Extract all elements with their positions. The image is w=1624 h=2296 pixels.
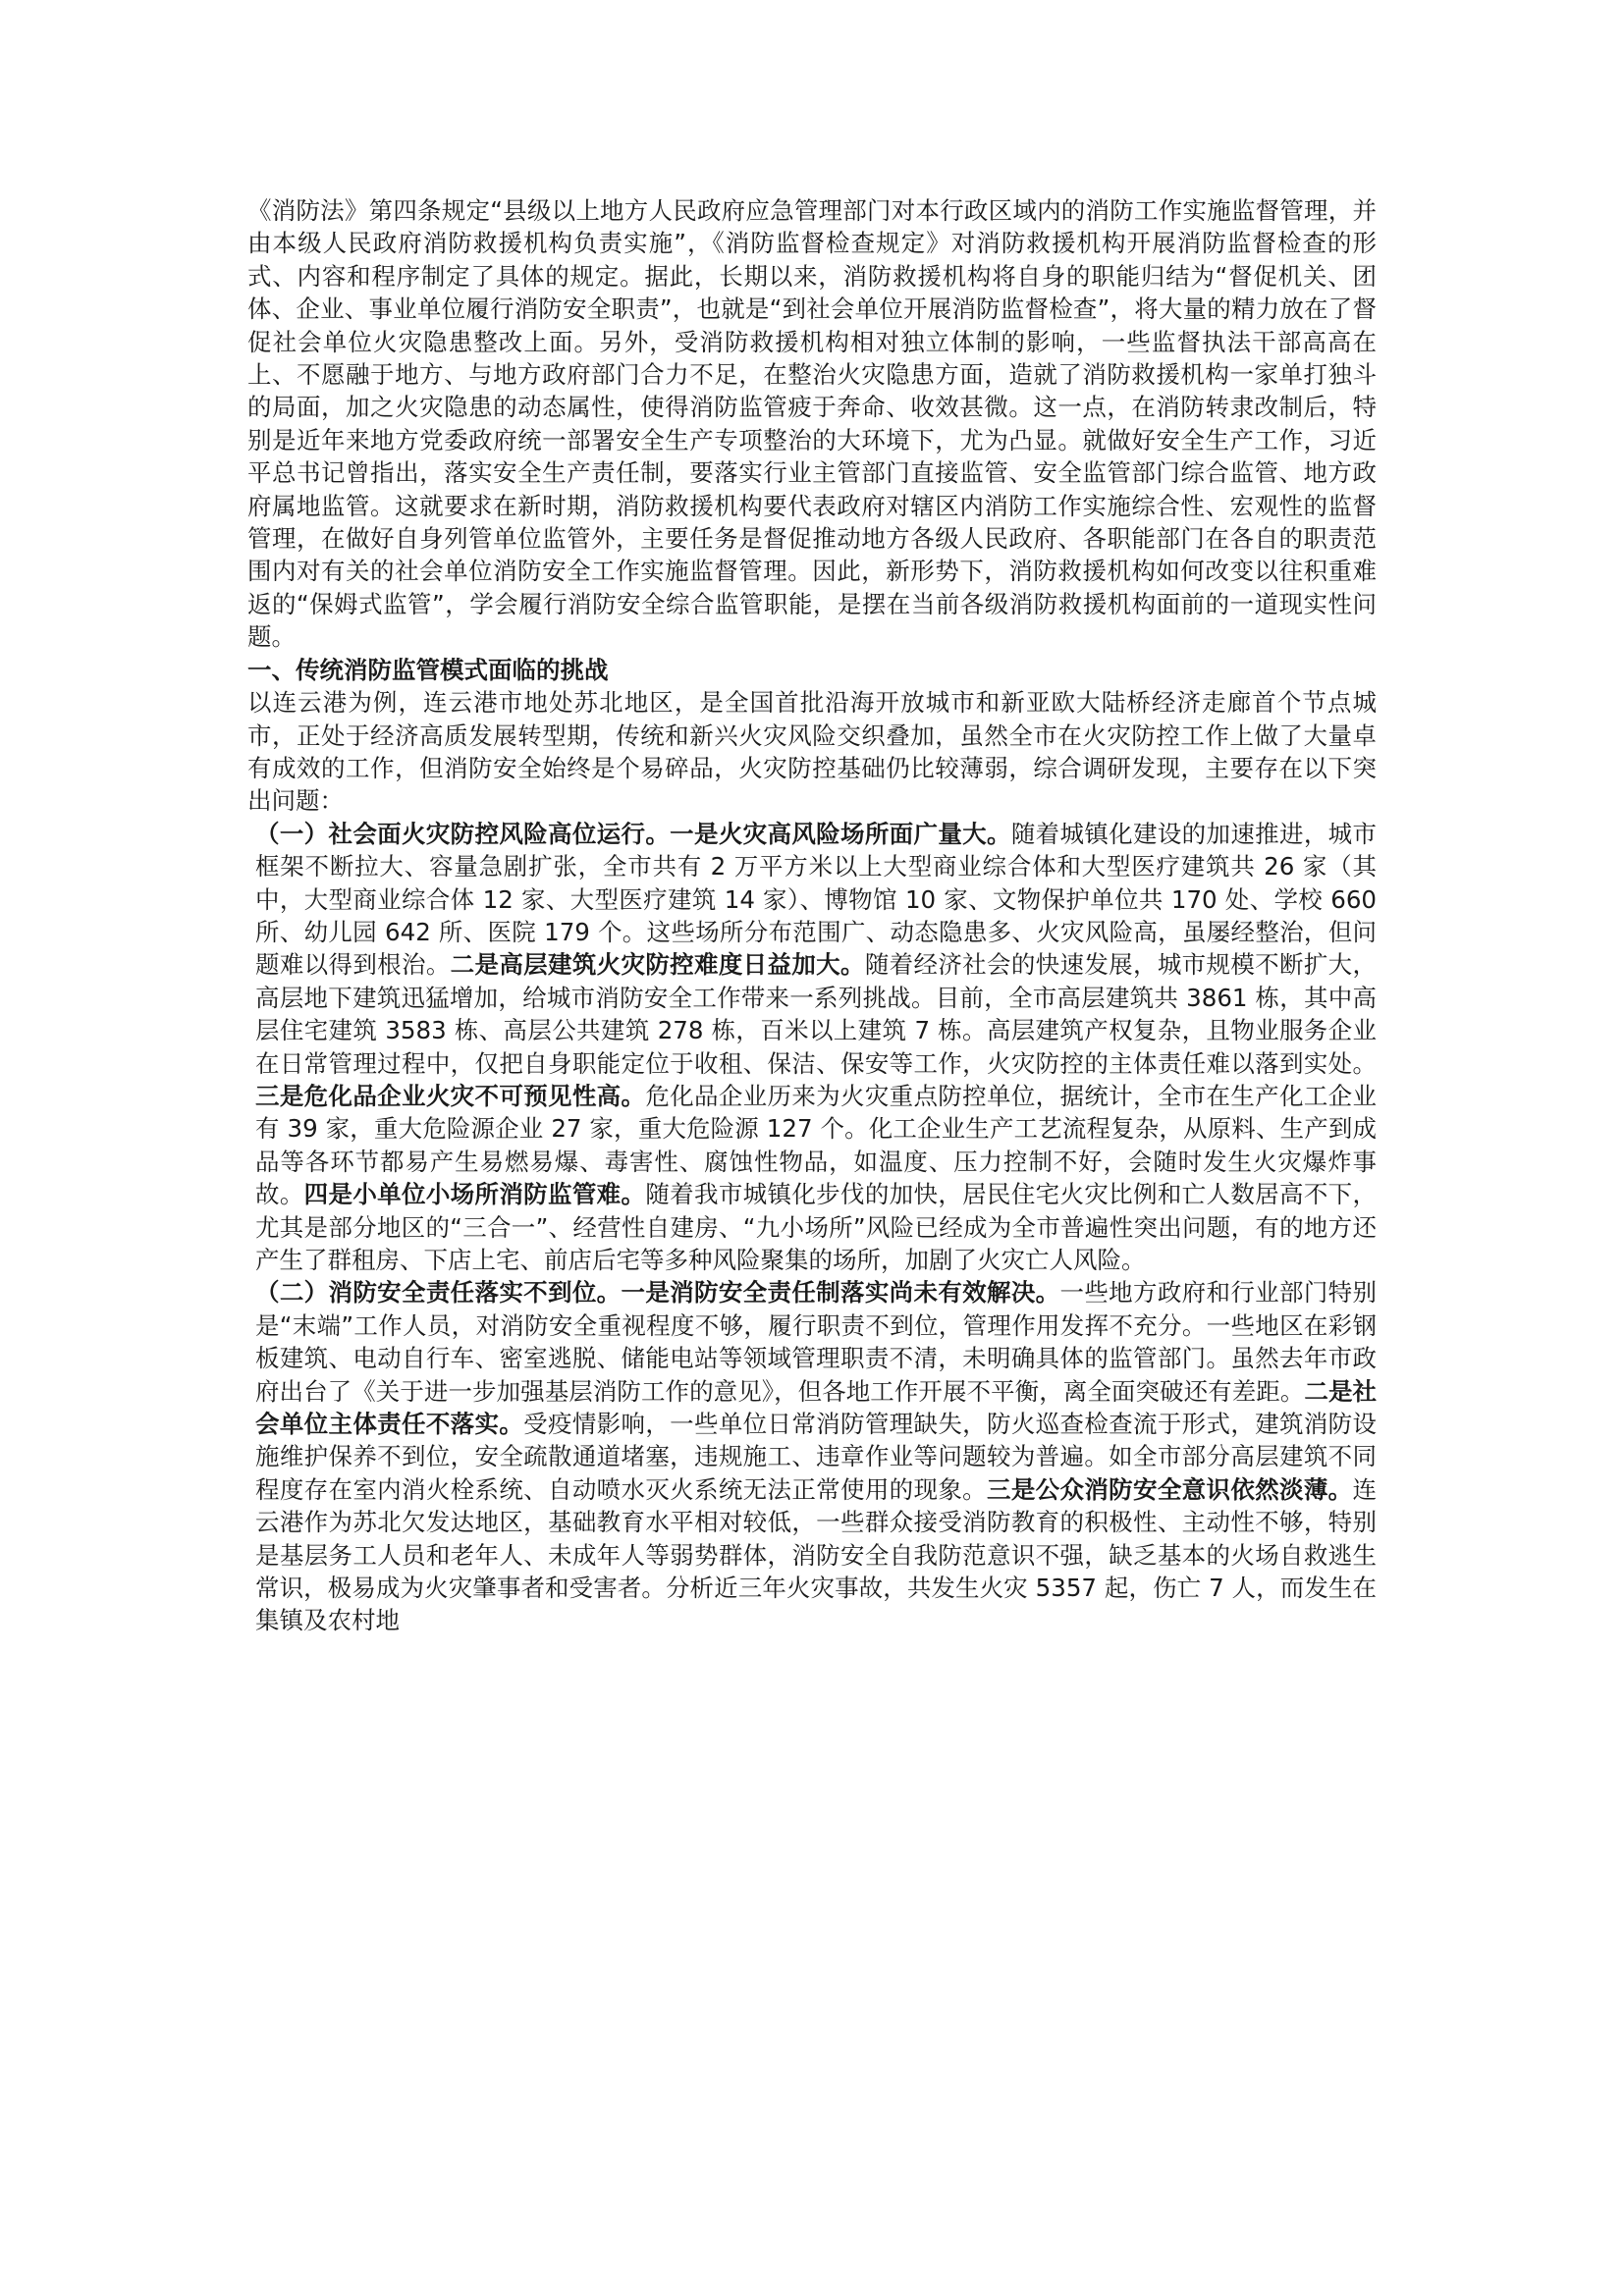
point-text: 一些地方政府和行业部门特别是“末端”工作人员，对消防安全重视程度不够，履行职责不到位，管理作用发挥不充分。一些地区在彩钢板建筑、电动自行车、密室逃脱、储能电站等领域管理职责不清，未明确具体的监管部门。虽然去年市政府出台了《关于进一步加强基层消防工作的意见》，但各地工作开展不平衡，离全面突破还有差距。 — [255, 1278, 1377, 1406]
point-text: 连云港作为苏北欠发达地区，基础教育水平相对较低，一些群众接受消防教育的积极性、主动性不够，特别是基层务工人员和老年人、未成年人等弱势群体，消防安全自我防范意识不强，缺乏基本的火场自救逃生常识，极易成为火灾肇事者和受害者。分析近三年火灾事故，共发生火灾 5357 起，伤亡 7 人，而发生在集镇及农村地 — [255, 1474, 1377, 1635]
paragraph-responsibility — [247, 1276, 1377, 1636]
point-heading: 二是高层建筑火灾防控难度日益加大。 — [450, 950, 865, 980]
section-intro-paragraph: 以连云港为例，连云港市地处苏北地区，是全国首批沿海开放城市和新亚欧大陆桥经济走廊首个节点城市，正处于经济高质发展转型期，传统和新兴火灾风险交织叠加，虽然全市在火灾防控工作上做了大量卓有成效的工作，但消防安全始终是个易碎品，火灾防控基础仍比较薄弱，综合调研发现，主要存在以下突出问题： — [247, 688, 1377, 816]
point-heading: 三是危化品企业火灾不可预见性高。 — [255, 1081, 646, 1110]
point-text: 随着经济社会的快速发展，城市规模不断扩大，高层地下建筑迅猛增加，给城市消防安全工作带来一系列挑战。目前，全市高层建筑共 3861 栋，其中高层住宅建筑 3583 栋、高层公共建筑 278 栋，百米以上建筑 7 栋。高层建筑产权复杂，且物业服务企业在日常管理过程中，仅把自身职能定位于收租、保洁、保安等工作，火灾防控的主体责任难以落到实处。 — [255, 950, 1378, 1078]
intro-paragraph: 《消防法》第四条规定“县级以上地方人民政府应急管理部门对本行政区域内的消防工作实施监督管理，并由本级人民政府消防救援机构负责实施”，《消防监督检查规定》对消防救援机构开展消防监督检查的形式、内容和程序制定了具体的规定。据此，长期以来，消防救援机构将自身的职能归结为“督促机关、团体、企业、事业单位履行消防安全职责”，也就是“到社会单位开展消防监督检查”，将大量的精力放在了督促社会单位火灾隐患整改上面。另外，受消防救援机构相对独立体制的影响，一些监督执法干部高高在上、不愿融于地方、与地方政府部门合力不足，在整治火灾隐患方面，造就了消防救援机构一家单打独斗的局面，加之火灾隐患的动态属性，使得消防监管疲于奔命、收效甚微。这一点，在消防转隶改制后，特别是近年来地方党委政府统一部署安全生产专项整治的大环境下，尤为凸显。就做好安全生产工作，习近平总书记曾指出，落实安全生产责任制，要落实行业主管部门直接监管、安全监管部门综合监管、地方政府属地监管。这就要求在新时期，消防救援机构要代表政府对辖区内消防工作实施综合性、宏观性的监督管理，在做好自身列管单位监管外，主要任务是督促推动地方各级人民政府、各职能部门在各自的职责范围内对有关的社会单位消防安全工作实施监督管理。因此，新形势下，消防救援机构如何改变以往积重难返的“保姆式监管”，学会履行消防安全综合监管职能，是摆在当前各级消防救援机构面前的一道现实性问题。 — [247, 196, 1377, 652]
point-heading: 一是火灾高风险场所面广量大。 — [670, 819, 1011, 848]
point-text: 危化品企业历来为火灾重点防控单位，据统计，全市在生产化工企业有 39 家，重大危险源企业 27 家，重大危险源 127 个。化工企业生产工艺流程复杂，从原料、生产到成品等各环节都易产生易燃易爆、毒害性、腐蚀性物品，如温度、压力控制不好，会随时发生火灾爆炸事故。 — [255, 1081, 1378, 1209]
point-text: 受疫情影响，一些单位日常消防管理缺失，防火巡查检查流于形式，建筑消防设施维护保养不到位，安全疏散通道堵塞，违规施工、违章作业等问题较为普遍。如全市部分高层建筑不同程度存在室内消火栓系统、自动喷水灭火系统无法正常使用的现象。 — [255, 1410, 1378, 1504]
point-heading: 四是小单位小场所消防监管难。 — [303, 1180, 646, 1209]
point-text: 随着我市城镇化步伐的加快，居民住宅火灾比例和亡人数居高不下，尤其是部分地区的“三合一”、经营性自建房、“九小场所”风险已经成为全市普遍性突出问题，有的地方还产生了群租房、下店上宅、前店后宅等多种风险聚集的场所，加剧了火灾亡人风险。 — [255, 1180, 1378, 1274]
point-heading: 一是消防安全责任制落实尚未有效解决。 — [621, 1278, 1060, 1308]
document-page — [247, 194, 1377, 1637]
subheading-risk: （一）社会面火灾防控风险高位运行。 — [255, 819, 671, 848]
section-heading: 一、传统消防监管模式面临的挑战 — [247, 655, 609, 684]
paragraph-risk — [247, 818, 1377, 1277]
point-heading: 二是社会单位主体责任不落实。 — [255, 1376, 1378, 1439]
point-heading: 三是公众消防安全意识依然淡薄。 — [987, 1474, 1353, 1504]
subheading-responsibility: （二）消防安全责任落实不到位。 — [255, 1278, 622, 1308]
point-text: 随着城镇化建设的加速推进，城市框架不断拉大、容量急剧扩张，全市共有 2 万平方米以上大型商业综合体和大型医疗建筑共 26 家（其中，大型商业综合体 12 家、大型医疗建筑 14 家）、博物馆 10 家、文物保护单位共 170 处、学校 660 所、幼儿园 642 所、医院 179 个。这些场所分布范围广、动态隐患多、火灾风险高，虽屡经整治，但问题难以得到根治。 — [255, 819, 1378, 980]
